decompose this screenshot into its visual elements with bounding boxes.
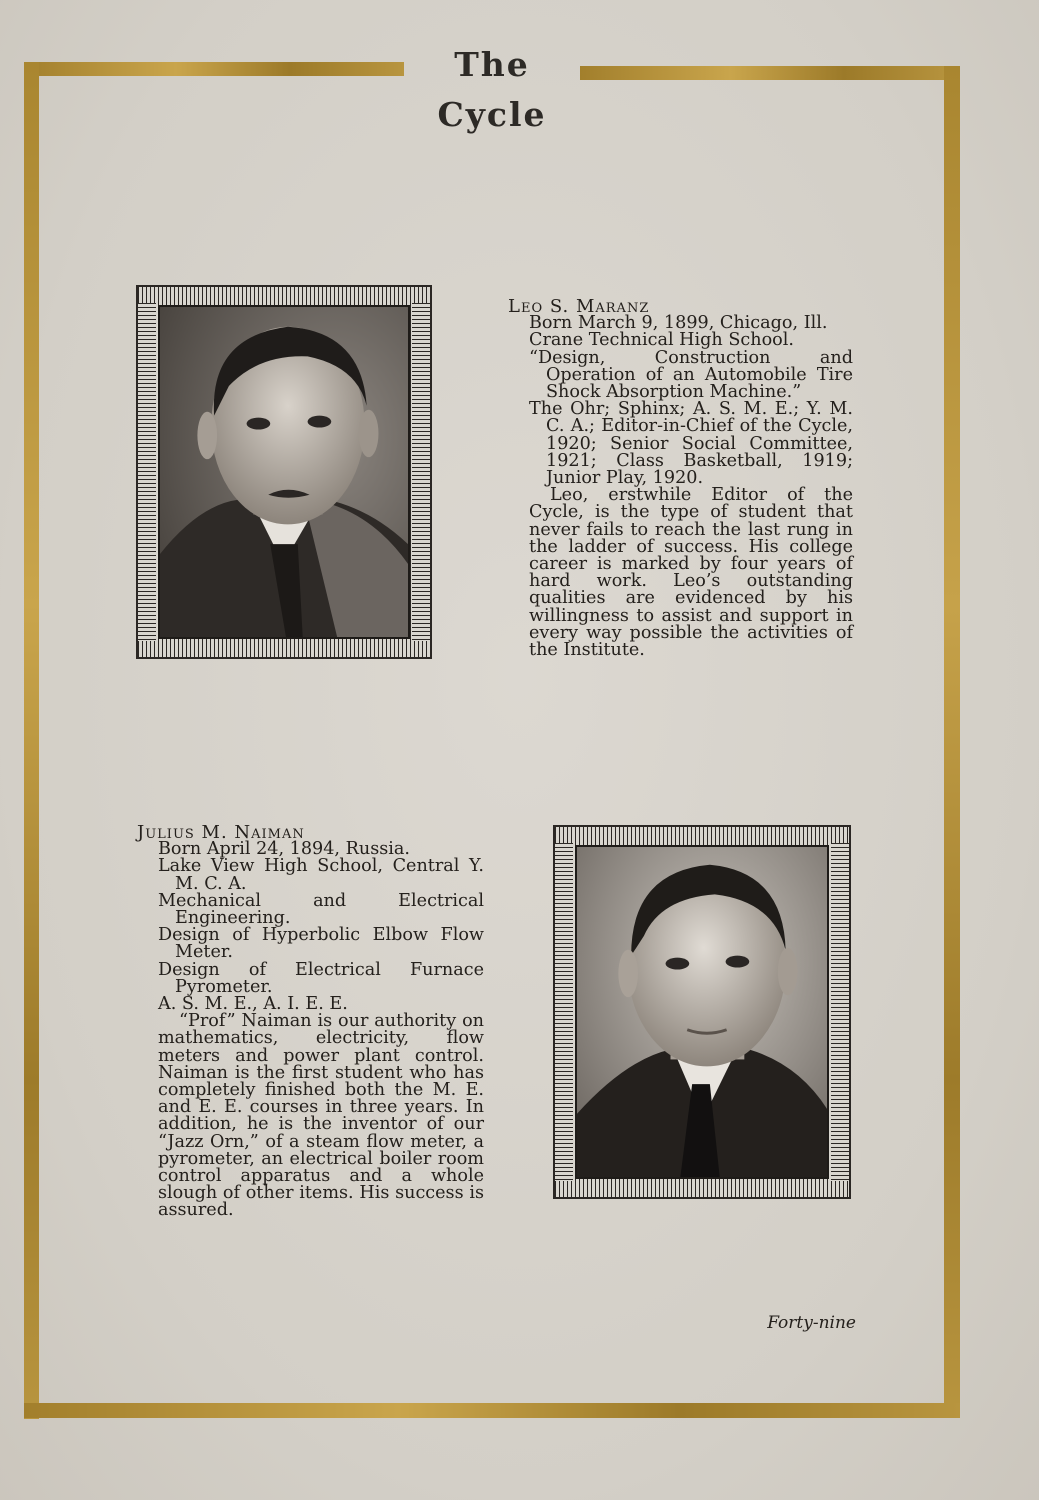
gold-frame-left [24,62,39,1419]
portrait-frame-maranz [136,285,432,659]
bio-line: Crane Technical High School. [529,330,794,351]
bio-paragraph: “Prof” Naiman is our authority on mathematics, electricity, flow meters and power plant control. Naiman is the first student who has completely finished both the M. E. and E. E. courses in three years. In addition, he is the inventor of our “Jazz Orn,” of a steam flow meter, a pyrometer, an electrical boiler room control apparatus and a whole slough of other items. His success is assured. [158,1011,484,1221]
gold-frame-top-right [580,66,957,80]
gold-frame-right [944,66,960,1417]
bio-line: Born March 9, 1899, Chicago, Ill. [529,313,828,334]
gold-frame-top-left [24,62,404,76]
bio-maranz [508,298,853,659]
student-name: Leo S. Maranz [508,296,650,317]
portrait-photo-maranz [158,305,410,639]
bio-line: A. S. M. E., A. I. E. E. [158,994,348,1015]
bio-line: Mechanical and Electrical Engineering. [158,890,484,929]
page-header-title: The Cycle [437,45,547,134]
gold-frame-bottom [24,1403,960,1418]
portrait-naiman-icon [577,847,827,1177]
portrait-maranz-icon [160,307,408,637]
bio-line: Design of Hyperbolic Elbow Flow Meter. [158,925,484,963]
page-number: Forty-nine [767,1313,856,1333]
bio-line: “Design, Construction and Operation of an Automobile Tire Shock Absorption Machine.” [529,347,853,403]
portrait-photo-naiman [575,845,829,1179]
bio-line: Born April 24, 1894, Russia. [158,839,410,860]
bio-line: Lake View High School, Central Y. M. C. A. [158,856,484,894]
student-name: Julius M. Naiman [137,822,305,843]
bio-naiman [137,824,484,1220]
bio-line: Design of Electrical Furnace Pyrometer. [158,959,484,997]
portrait-frame-naiman [553,825,851,1199]
bio-paragraph: Leo, erstwhile Editor of the Cycle, is the type of student that never fails to reach the last rung in the ladder of success. His college career is marked by four years of hard work. Leo’s outstanding qualities are evidenced by his willingness to assist and support in every way possible the activities of the Institute. [529,485,853,661]
bio-line: The Ohr; Sphinx; A. S. M. E.; Y. M. C. A.; Editor-in-Chief of the Cycle, 1920; Senior Social Committee, 1921; Class Basketball, 1919; Junior Play, 1920. [529,399,853,489]
